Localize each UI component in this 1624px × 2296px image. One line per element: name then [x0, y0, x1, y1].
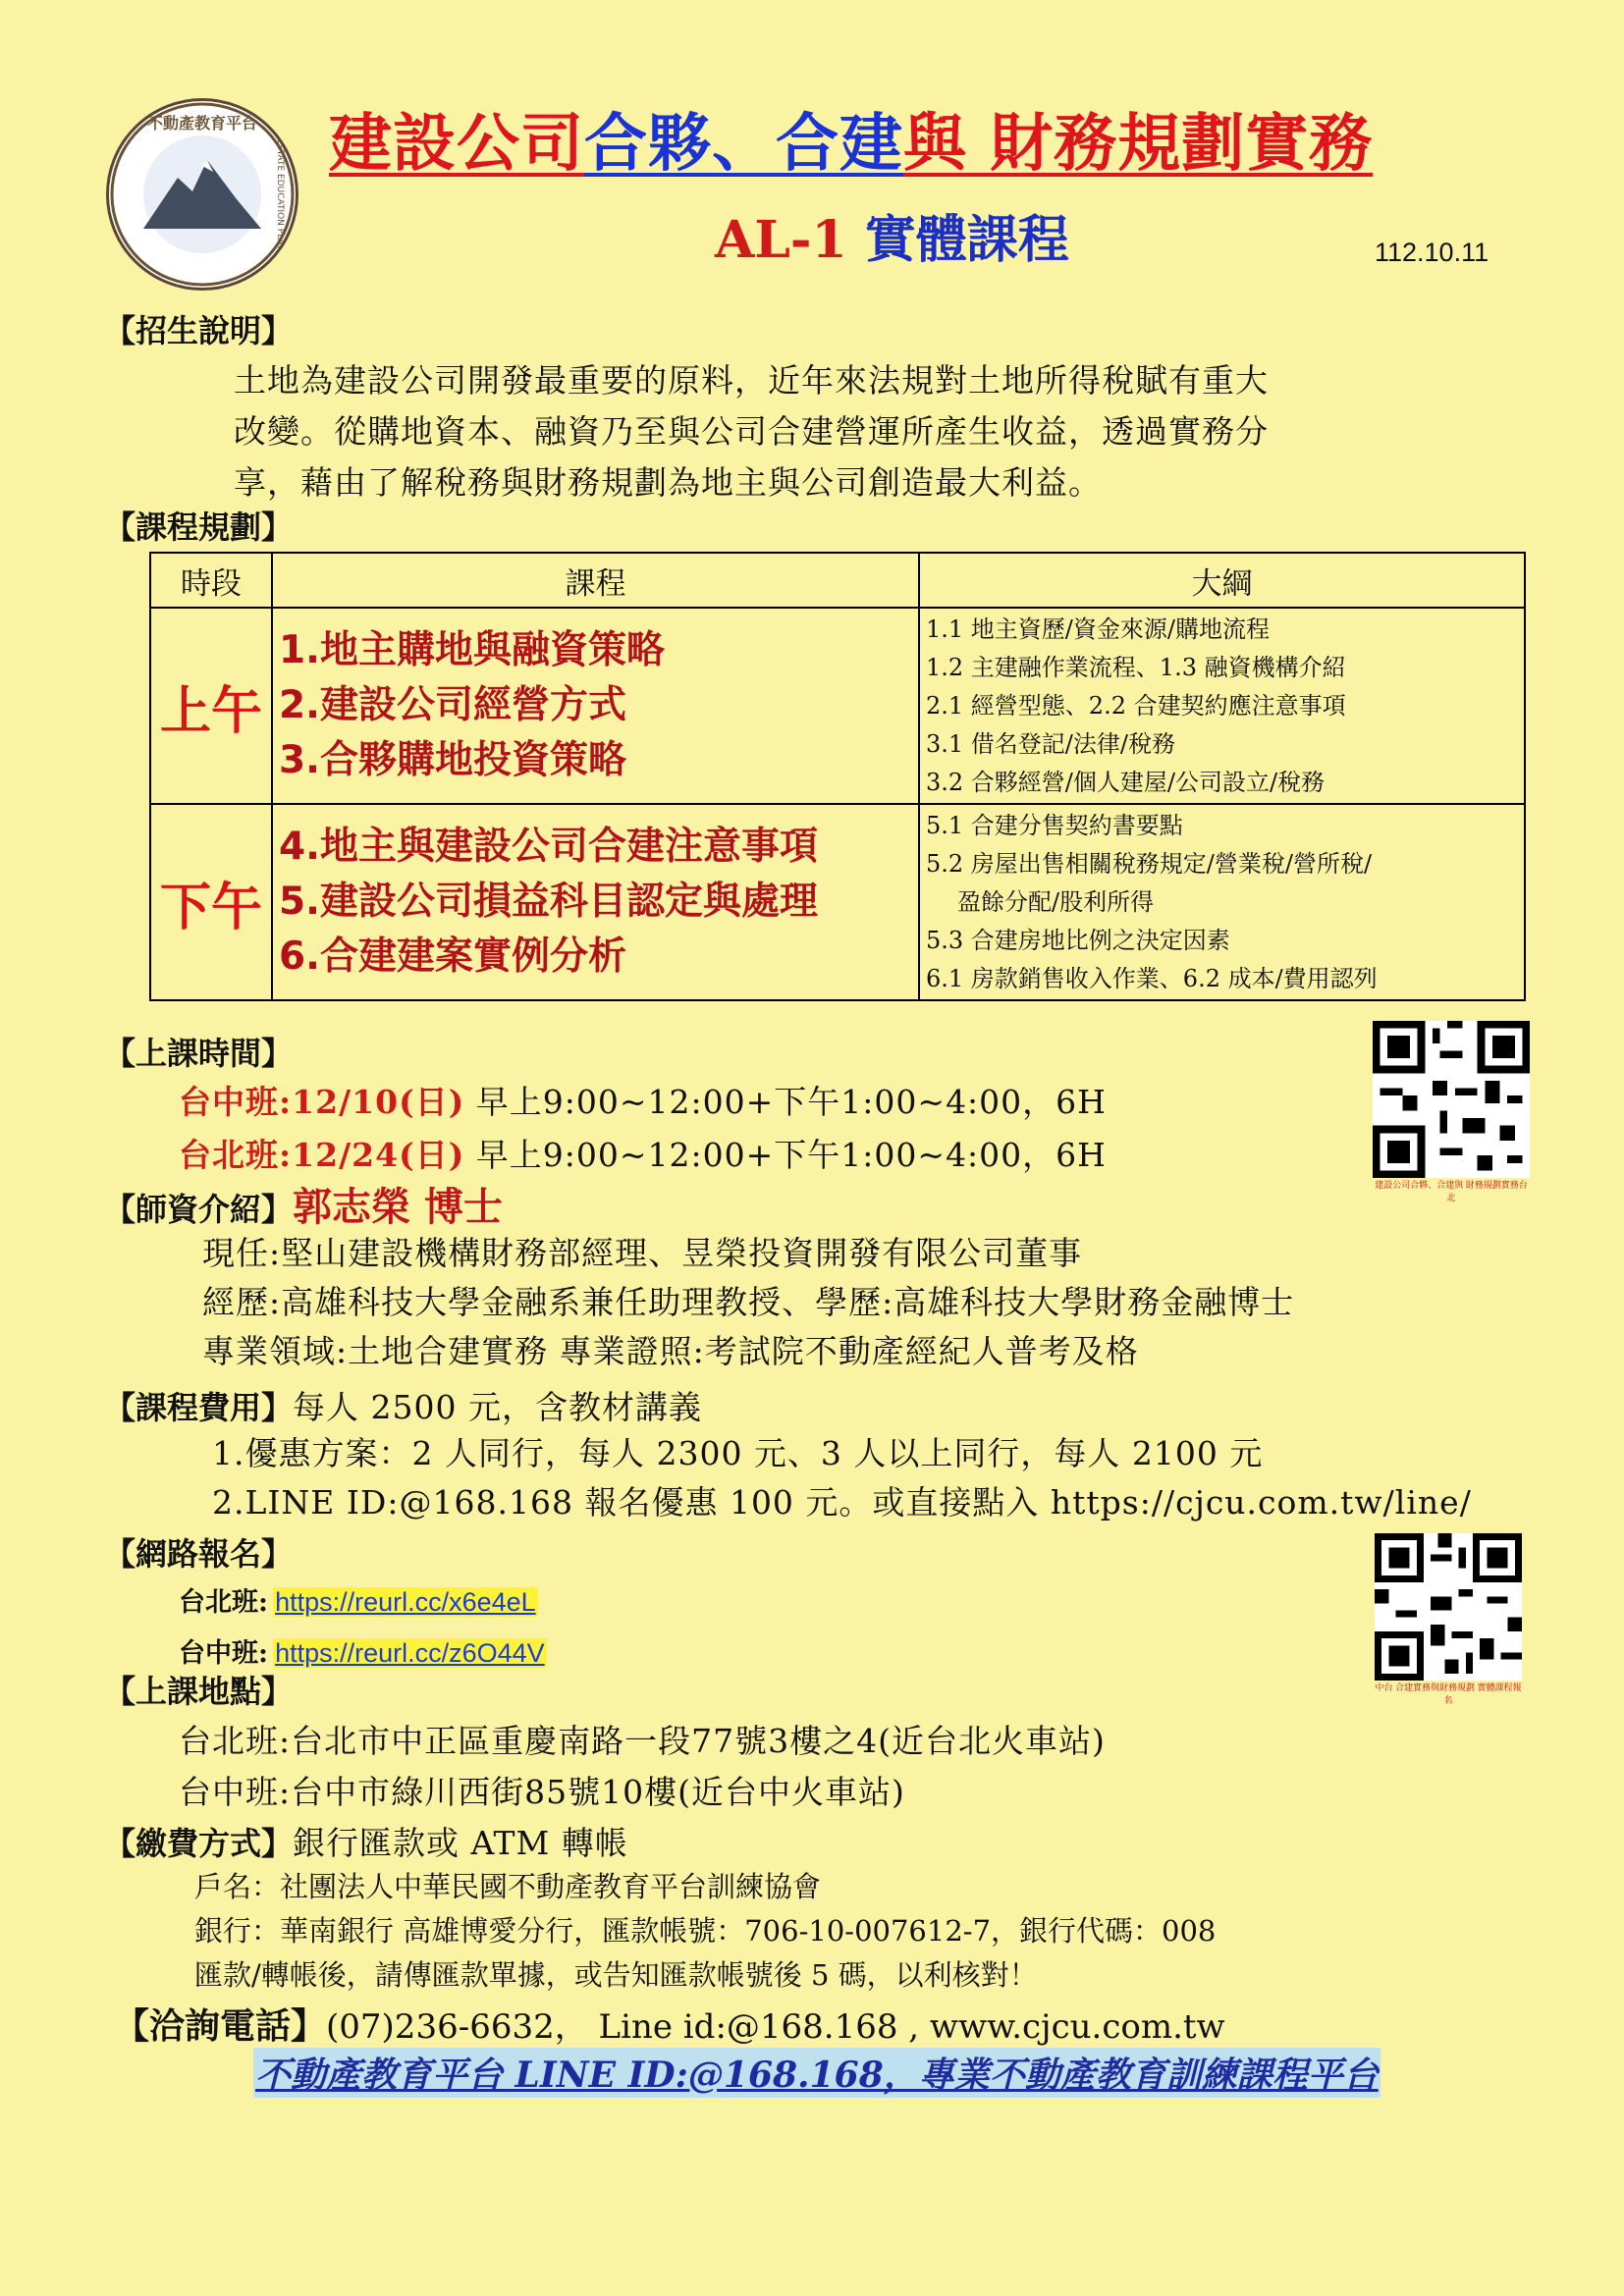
register-links [179, 1578, 547, 1681]
enroll-line: 土地為建設公司開發最重要的原料，近年來法規對土地所得稅賦有重大 [234, 361, 1269, 400]
outline-item: 1.2 主建融作業流程、1.3 融資機構介紹 [926, 653, 1346, 681]
outline-item: 2.1 經營型態、2.2 合建契約應注意事項 [926, 691, 1346, 720]
table-row [150, 804, 1525, 1000]
payment-lines [194, 1865, 1216, 1998]
register-heading: 【網路報名】 [104, 1535, 294, 1573]
register-row [179, 1578, 547, 1629]
col-period: 時段 [150, 553, 272, 608]
platform-logo [106, 98, 298, 291]
fee-lines [212, 1429, 1472, 1527]
page-subtitle [715, 198, 1069, 272]
teacher-heading: 【師資介紹】 [104, 1191, 294, 1228]
contact-text: (07)236-6632， Line id:@168.168 , www.cjcu.com.tw [326, 2007, 1225, 2047]
enroll-text [234, 355, 1269, 508]
location-heading: 【上課地點】 [104, 1673, 294, 1710]
schedule-line [179, 1076, 1107, 1129]
course-cell [272, 804, 919, 1000]
issue-date: 112.10.11 [1375, 238, 1489, 267]
outline-item: 5.3 合建房地比例之決定因素 [926, 926, 1230, 954]
table-row [150, 608, 1525, 804]
subtitle-code: AL-1 [715, 210, 865, 270]
outline-cell [919, 804, 1525, 1000]
qr-caption: 中台 合建實務與財務規劃 實體課程報名 [1375, 1682, 1522, 1705]
enroll-line: 改變。從購地資本、融資乃至與公司合建營運所產生收益，透過實務分 [234, 412, 1269, 451]
footer-banner: 不動產教育平台 LINE ID:@168.168，專業不動產教育訓練課程平台 [253, 2048, 1380, 2098]
fee-text: 每人 2500 元，含教材講義 [293, 1388, 702, 1426]
enroll-heading: 【招生說明】 [104, 312, 294, 349]
schedule-text: 早上9:00~12:00+下午1:00~4:00，6H [464, 1136, 1107, 1174]
plan-heading: 【課程規劃】 [104, 508, 294, 546]
logo-text: 不動產教育平台 [146, 114, 258, 133]
period-cell: 下午 [150, 804, 272, 1000]
outline-item: 6.1 房款銷售收入作業、6.2 成本/費用認列 [926, 964, 1378, 992]
col-course: 課程 [272, 553, 919, 608]
qr-caption: 建設公司合夥、合建與 財務規劃實務台北 [1375, 1180, 1528, 1202]
teacher-name: 郭志榮 博士 [293, 1185, 503, 1230]
schedule-qr[interactable] [1373, 1021, 1530, 1203]
fee-line: 1.優惠方案：2 人同行，每人 2300 元、3 人以上同行，每人 2100 元 [212, 1434, 1264, 1472]
teacher-line: 專業領域:土地合建實務 專業證照:考試院不動產經紀人普考及格 [202, 1332, 1139, 1370]
teacher-lines [202, 1229, 1294, 1376]
logo-side-text: REAL ESTATE EDUCATION PLATFORM [275, 113, 285, 276]
course-item: 4.地主與建設公司合建注意事項 [279, 825, 818, 869]
course-plan-table [149, 552, 1526, 1001]
page-title [329, 110, 1373, 179]
outline-item: 5.2 房屋出售相關稅務規定/營業稅/營所稅/ [926, 849, 1373, 878]
location-line: 台北班:台北市中正區重慶南路一段77號3樓之4(近台北火車站) [179, 1722, 1106, 1760]
teacher-line: 現任:堅山建設機構財務部經理、昱榮投資開發有限公司董事 [202, 1234, 1083, 1272]
subtitle-text: 實體課程 [864, 211, 1069, 270]
period-cell: 上午 [150, 608, 272, 804]
course-cell [272, 608, 919, 804]
contact-heading: 【洽詢電話】 [114, 2005, 327, 2047]
outline-item: 1.1 地主資歷/資金來源/購地流程 [926, 614, 1270, 643]
schedule-lines [179, 1076, 1107, 1182]
fee-heading-row [104, 1382, 702, 1428]
outline-item: 5.1 合建分售契約書要點 [926, 811, 1183, 839]
outline-cell [919, 608, 1525, 804]
qr-code-icon[interactable] [1375, 1533, 1522, 1681]
payment-heading-row [104, 1818, 628, 1864]
taipei-register-link[interactable]: https://reurl.cc/x6e4eL [275, 1587, 536, 1617]
qr-code-icon[interactable] [1373, 1021, 1530, 1178]
contact-row [114, 1999, 1225, 2049]
schedule-label: 台北班:12/24(日) [179, 1136, 465, 1174]
course-item: 1.地主購地與融資策略 [279, 628, 665, 672]
outline-item: 3.1 借名登記/法律/稅務 [926, 729, 1175, 758]
register-qr[interactable] [1375, 1533, 1522, 1706]
payment-line: 匯款/轉帳後，請傳匯款單據，或告知匯款帳號後 5 碼，以利核對！ [194, 1958, 1038, 1992]
fee-line: 2.LINE ID:@168.168 報名優惠 100 元。或直接點入 https://cjcu.com.tw/line/ [212, 1483, 1472, 1522]
enroll-line: 享，藉由了解稅務與財務規劃為地主與公司創造最大利益。 [234, 463, 1102, 502]
table-header-row [150, 553, 1525, 608]
payment-heading: 【繳費方式】 [104, 1825, 294, 1862]
title-part-1: 建設公司 [329, 108, 584, 181]
course-item: 2.建設公司經營方式 [279, 683, 626, 727]
teacher-heading-row [104, 1176, 503, 1232]
outline-item: 3.2 合夥經營/個人建屋/公司設立/稅務 [926, 768, 1326, 796]
taichung-register-link[interactable]: https://reurl.cc/z6O44V [275, 1638, 545, 1668]
location-lines [179, 1716, 1106, 1818]
payment-text: 銀行匯款或 ATM 轉帳 [293, 1824, 628, 1862]
col-outline: 大綱 [919, 553, 1525, 608]
course-item: 3.合夥購地投資策略 [279, 738, 626, 782]
title-part-3: 與 財務規劃實務 [903, 108, 1374, 181]
teacher-line: 經歷:高雄科技大學金融系兼任助理教授、學歷:高雄科技大學財務金融博士 [202, 1283, 1295, 1321]
outline-item: 盈餘分配/股利所得 [957, 887, 1155, 916]
payment-line: 銀行：華南銀行 高雄博愛分行，匯款帳號：706-10-007612-7，銀行代碼：008 [194, 1914, 1217, 1948]
fee-heading: 【課程費用】 [104, 1389, 294, 1426]
schedule-text: 早上9:00~12:00+下午1:00~4:00，6H [464, 1083, 1107, 1121]
schedule-heading: 【上課時間】 [104, 1035, 294, 1072]
register-label: 台中班: [179, 1638, 268, 1669]
schedule-label: 台中班:12/10(日) [179, 1083, 465, 1121]
location-line: 台中班:台中市綠川西街85號10樓(近台中火車站) [179, 1773, 905, 1811]
course-item: 5.建設公司損益科目認定與處理 [279, 880, 818, 924]
schedule-line [179, 1129, 1107, 1182]
course-item: 6.合建建案實例分析 [279, 934, 626, 979]
title-part-2: 合夥、合建 [584, 108, 903, 181]
payment-line: 戶名：社團法人中華民國不動產教育平台訓練協會 [194, 1870, 822, 1903]
register-label: 台北班: [179, 1587, 268, 1618]
